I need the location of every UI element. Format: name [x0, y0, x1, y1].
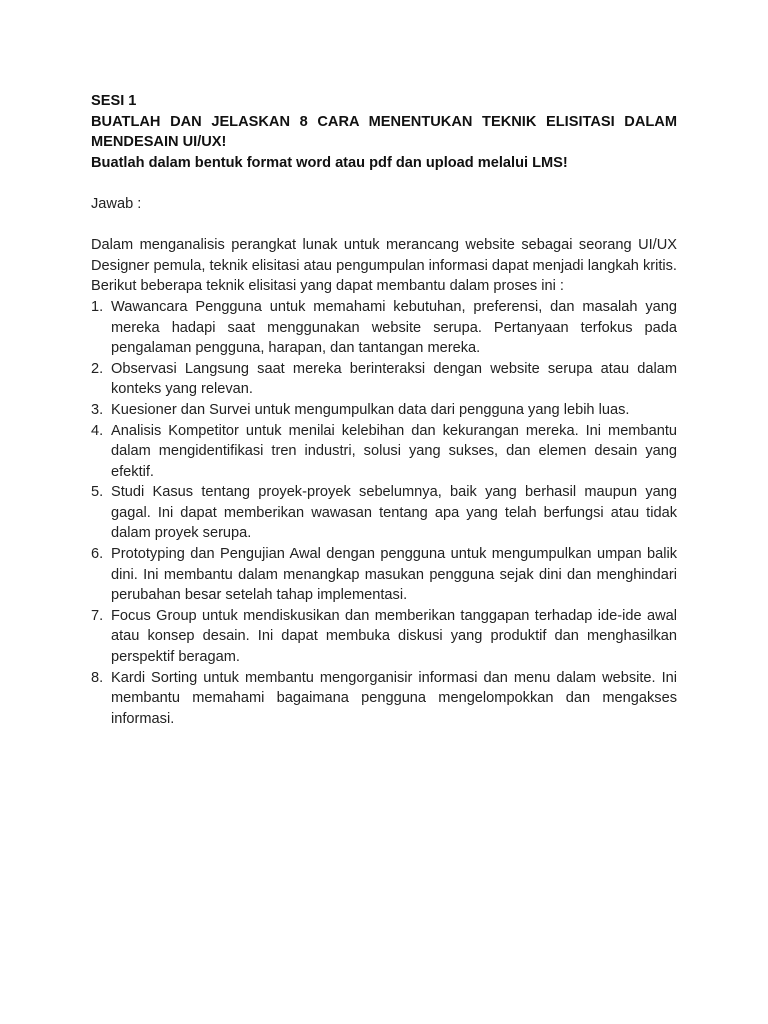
list-item-number: 4.	[91, 422, 104, 439]
list-item-text: Wawancara Pengguna untuk memahami kebutuhan, preferensi, dan masalah yang mereka hadapi saat menggunakan website serupa. Pertanyaan terfokus pada pengalaman pengguna, harapan, dan tantangan mereka.	[111, 298, 677, 357]
list-item	[91, 482, 677, 544]
session-title: SESI 1	[91, 93, 137, 109]
answer-label: Jawab :	[91, 195, 142, 212]
list-item	[91, 606, 677, 668]
list-item-text: Kardi Sorting untuk membantu mengorganisir informasi dan menu dalam website. Ini membantu memahami bagaimana pengguna mengelompokkan dan mengakses informasi.	[111, 669, 677, 727]
list-item	[91, 544, 677, 606]
list-item-text: Kuesioner dan Survei untuk mengumpulkan data dari pengguna yang lebih luas.	[111, 401, 630, 418]
list-item-number: 5.	[91, 484, 104, 501]
list-item-number: 7.	[91, 607, 104, 624]
list-item-number: 2.	[91, 360, 104, 377]
list-item-number: 6.	[91, 546, 104, 563]
list-item	[91, 421, 677, 483]
list-item-text: Studi Kasus tentang proyek-proyek sebelumnya, baik yang berhasil maupun yang gagal. Ini dapat memberikan wawasan tentang apa yang telah berfungsi atau tidak dalam proyek serupa.	[111, 484, 677, 542]
document-content	[91, 91, 677, 729]
list-item-number: 1.	[91, 298, 104, 315]
list-item-number: 8.	[91, 669, 104, 686]
list-item-number: 3.	[91, 401, 104, 418]
list-item-text: Focus Group untuk mendiskusikan dan memberikan tanggapan terhadap ide-ide awal atau konsep desain. Ini dapat membuka diskusi yang produktif dan menghasilkan perspektif beragam.	[111, 607, 677, 666]
technique-list	[91, 297, 677, 729]
list-item-text: Analisis Kompetitor untuk menilai kelebihan dan kekurangan mereka. Ini membantu dalam mengidentifikasi tren industri, solusi yang sukses, dan elemen desain yang efektif.	[111, 422, 677, 480]
list-item-text: Prototyping dan Pengujian Awal dengan pengguna untuk mengumpulkan umpan balik dini. Ini membantu dalam menangkap masukan pengguna sejak dini dan menghindari perubahan besar setelah tahap implementasi.	[111, 546, 677, 604]
list-item-text: Observasi Langsung saat mereka berinteraksi dengan website serupa atau dalam konteks yang relevan.	[111, 360, 677, 398]
assignment-heading: BUATLAH DAN JELASKAN 8 CARA MENENTUKAN TEKNIK ELISITASI DALAM MENDESAIN UI/UX!	[91, 113, 677, 151]
list-item	[91, 400, 677, 421]
list-item	[91, 359, 677, 400]
list-item	[91, 297, 677, 359]
list-item	[91, 668, 677, 730]
assignment-instruction: Buatlah dalam bentuk format word atau pdf dan upload melalui LMS!	[91, 154, 568, 171]
intro-paragraph: Dalam menganalisis perangkat lunak untuk merancang website sebagai seorang UI/UX Designer pemula, teknik elisitasi atau pengumpulan informasi dapat menjadi langkah kritis. Berikut beberapa teknik elisitasi yang dapat membantu dalam proses ini :	[91, 237, 677, 295]
